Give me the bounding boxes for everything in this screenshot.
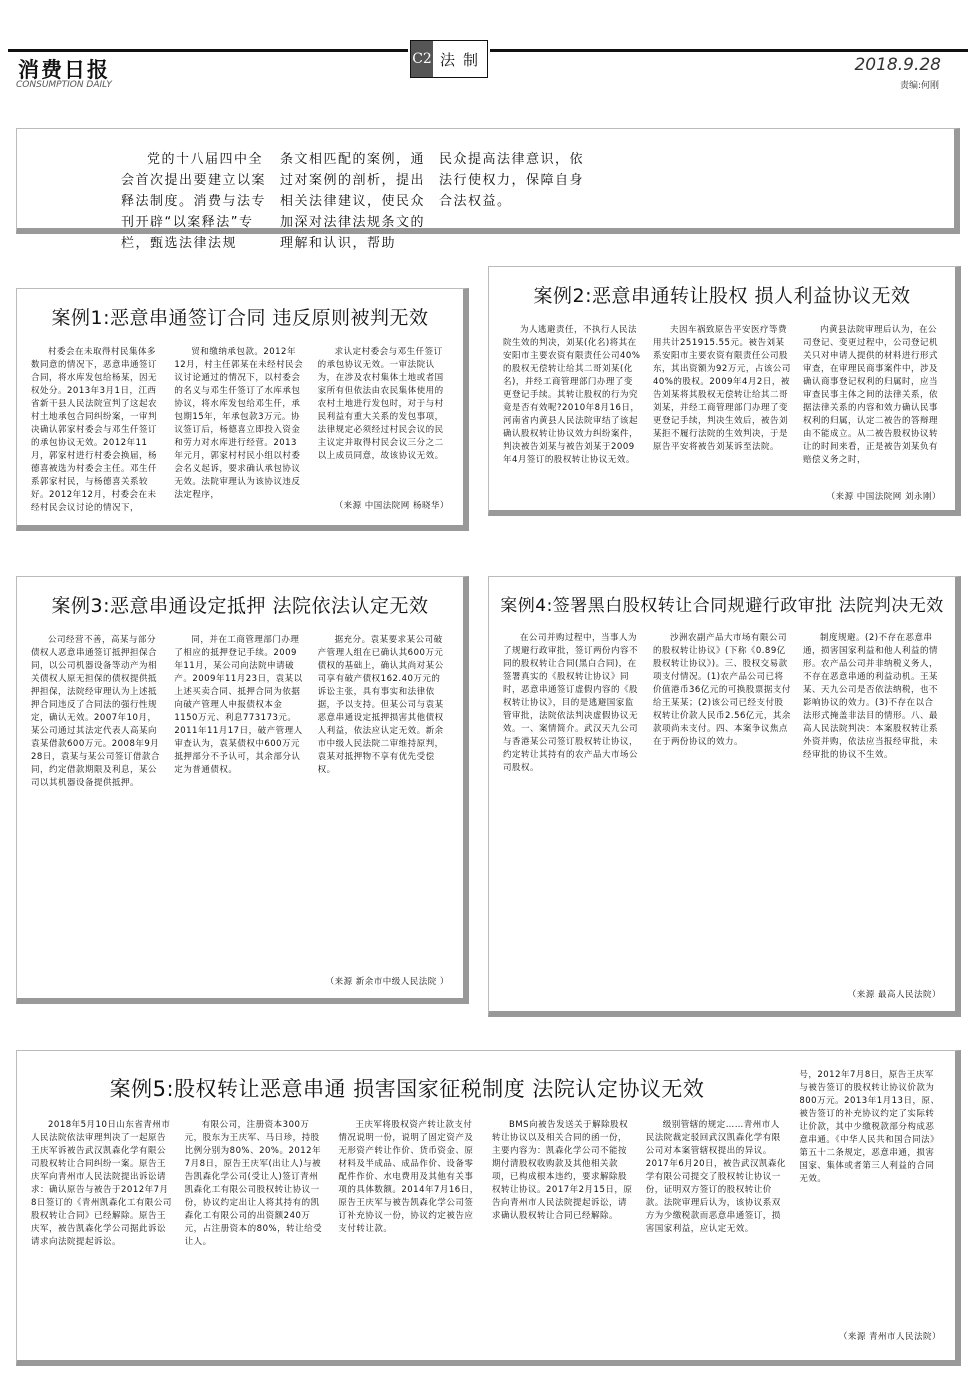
article-column xyxy=(338,1119,480,1359)
paragraph: 2018年5月10日山东省青州市人民法院依法审理判决了一起原告王庆军诉被告武汉凯森化学有限公司股权转让合同纠纷一案。原告王庆军向青州市人民法院提出诉讼请求：确认原告与被告于2012年7月8日签订的《青州凯森化工有限公司股权转让合同》已经解除。原告王庆军，被告凯森化学公司据此诉讼请求向法院提起诉讼。 xyxy=(31,1120,172,1247)
paragraph: 号，2012年7月8日，原告王庆军与被告签订的股权转让协议价款为800万元。2013年1月13日，原、被告签订的补充协议约定了实际转让价款，其中少缴税款部分构成恶意串通。《中华人民共和国合同法》第五十二条规定，恶意串通，损害国家、集体或者第三人利益的合同无效。 xyxy=(799,1070,940,1184)
article-column xyxy=(803,632,941,1012)
paragraph: 在公司并购过程中，当事人为了规避行政审批，签订两份内容不同的股权转让合同(黑白合同)，在签署真实的《股权转让协议》同时，恶意串通签订虚假内容的《股权转让协议》，目的是逃避国家监管审批，法院依法判决虚假协议无效。一、案情简介。武汉天九公司与香港某公司签订股权转让协议，约定转让其持有的农产品大市场公司股权。 xyxy=(503,633,639,773)
article-headline: 案例5:股权转让恶意串通 损害国家征税制度 法院认定协议无效 xyxy=(109,1077,705,1101)
article-source: （来源 中国法院网 刘永刚） xyxy=(826,492,941,502)
paragraph: 夫因车祸致原告平安医疗等费用共计251915.55元。被告刘某系安阳市主要农资有限责任公司股东，其出资额为92万元，占该公司40%的股权。2009年4月2日，被告刘某将其股权无偿转让给其二哥刘某，并经工商管理部门办理了变更登记手续，判决生效后，被告刘某拒不履行法院的生效判决，于是原告平安将被告刘某诉至法院。 xyxy=(653,325,791,452)
paragraph: 有限公司，注册资本300万元，股东为王庆军、马日珍，持股比例分别为80%、20%。2012年7月8日，原告王庆军(出让人)与被告凯森化学公司(受让人)签订青州凯森化工有限公司股权转让协议一份，协议约定出让人将其持有的凯森化工有限公司的出资额240万元，占注册资本的80%，转让给受让人。 xyxy=(184,1120,323,1247)
intro-box xyxy=(16,128,960,251)
article-source: （来源 青州市人民法院） xyxy=(838,1332,942,1342)
section-label xyxy=(410,40,488,78)
paragraph: 求认定村委会与邓生仟签订的承包协议无效。一审法院认为，在涉及农村集体土地或者国家所有但依法由农民集体使用的农村土地进行发包时，对于与村民利益有重大关系的发包事项，法律规定必须经过村民会议的民主议定并取得村民会议三分之二以上成员同意，故该协议无效。 xyxy=(317,347,444,461)
case-1-article xyxy=(16,288,469,531)
intro-column: 党的十八届四中全会首次提出要建立以案释法制度。消费与法专刊开辟“以案释法”专栏，甄选法律法规 xyxy=(121,152,267,251)
paragraph: 王庆军将股权资产转让款支付情况说明一份，说明了固定资产及无形资产转让作价、货币资金、原材料及半成品、成品作价、设备零配件作价、水电费用及其他有关事项的具体数额。2014年7月16日，原告王庆军与被告凯森化学公司签订补充协议一份，协议约定被告应支付转让款。 xyxy=(338,1120,479,1234)
article-column xyxy=(803,324,941,514)
case-5-article xyxy=(16,1050,961,1366)
article-column xyxy=(503,324,641,514)
article-source: （来源 新余市中级人民法院 ） xyxy=(325,977,449,987)
article-column xyxy=(174,346,305,524)
section-code: C2 xyxy=(411,41,433,77)
paragraph: 贸和缴纳承包款。2012年12月，村主任郭某在未经村民会议讨论通过的情况下，以村委会的名义与邓生仟签订了水库承包协议，将水库发包给邓生仟，承包期15年，年承包款3万元。协议签订后，杨德喜立即投入资金和劳力对水库进行经营。2013年元月，郭家村村民小组以村委会名义起诉，要求确认承包协议无效。法院审理认为该协议违反法定程序， xyxy=(174,347,304,500)
newspaper-logo-english: CONSUMPTION DAILY xyxy=(16,80,112,90)
masthead-rule-left xyxy=(8,49,408,52)
issue-date: 2018.9.28 xyxy=(854,55,941,75)
article-headline: 案例3:恶意串通设定抵押 法院依法认定无效 xyxy=(51,595,429,617)
paragraph: 内黄县法院审理后认为，在公司登记、变更过程中，公司登记机关只对申请人提供的材料进行形式审查，在审理民商事案件中，涉及确认商事登记权利的归属时，应当审查民事主体之间的法律关系，依据法律关系的内容和效力确认民事权利的归属，认定二被告的答辩理由不能成立。从二被告股权协议转让的时间来看，正是被告刘某负有赔偿义务之时， xyxy=(803,325,939,465)
editor-credit: 责编:何刚 xyxy=(899,81,939,91)
article-column xyxy=(653,324,791,514)
paragraph: 为人逃避责任，不执行人民法院生效的判决，刘某(化名)将其在安阳市主要农资有限责任公司40%的股权无偿转让给其二哥刘某(化名)，并经工商管理部门办理了变更登记手续。其转让股权的行为究竟是否有效呢?2010年8月16日，河南省内黄县人民法院审结了该起确认股权转让协议效力纠纷案件，判决被告刘某与被告刘某于2009年4月签订的股权转让协议无效。 xyxy=(503,325,641,465)
article-source: （来源 中国法院网 杨晓华） xyxy=(334,501,449,511)
article-headline: 案例2:恶意串通转让股权 损人利益协议无效 xyxy=(533,285,911,307)
paragraph: BMS向被告发送关于解除股权转让协议以及相关合同的函一份，主要内容为：凯森化学公司不能按期付清股权收购款及其他相关款项，已构成根本违约，要求解除股权转让协议。2017年2月15日，原告向青州市人民法院提起诉讼，请求确认股权转让合同已经解除。 xyxy=(492,1120,633,1221)
article-column xyxy=(653,632,791,1012)
paragraph: 据充分。袁某要求某公司破产管理人组在已确认其600万元债权的基础上，确认其尚对某公司享有破产债权162.40万元的诉讼主张，具有事实和法律依据，予以支持。但某公司与袁某恶意串通设定抵押损害其他债权人利益，依法应认定无效。新余市中级人民法院二审维持原判，袁某对抵押物不享有优先受偿权。 xyxy=(317,635,444,775)
paragraph: 制度规避。(2)不存在恶意串通，损害国家利益和他人利益的情形。农产品公司并非纳税义务人，不存在恶意串通的利益动机。王某某、天九公司是否依法纳税，也不影响协议的效力。(3)不存在以合法形式掩盖非法目的情形。八、最高人民法院判决：本案股权转让系外资并购，依法应当报经审批，未经审批的协议不生效。 xyxy=(803,633,939,760)
article-headline: 案例4:签署黑白股权转让合同规避行政审批 法院判决无效 xyxy=(500,596,944,616)
case-3-article xyxy=(16,576,469,1004)
paragraph: 沙洲农副产品大市场有限公司的股权转让协议》(下称《0.89亿股权转让协议》)。三、股权交易款项支付情况。(1)农产品公司已将价值港币36亿元的可换股票据支付给王某某；(2)该公司已经支付股权转让价款人民币2.56亿元，其余款项尚未支付。四、本案争议焦点在于两份协议的效力。 xyxy=(653,633,791,747)
article-column xyxy=(318,346,449,524)
article-column xyxy=(646,1119,788,1359)
article-column xyxy=(503,632,641,1012)
intro-column: 条文相匹配的案例，通过对案例的剖析，提出相关法律建议，使民众加深对法律法规条文的理解和认识，帮助 xyxy=(280,152,426,251)
masthead-rule-right xyxy=(490,49,968,52)
case-4-article xyxy=(488,576,961,1017)
paragraph: 同，并在工商管理部门办理了相应的抵押登记手续。2009年11月，某公司向法院申请破产。2009年11月23日，袁某以上述买卖合同、抵押合同为依据向破产管理人申报债权本金1150万元、利息773173元。2011年11月17日，破产管理人审查认为，袁某债权中600万元抵押部分不予认可，其余部分认定为普通债权。 xyxy=(174,635,303,775)
article-column xyxy=(492,1119,634,1359)
article-headline: 案例1:恶意串通签订合同 违反原则被判无效 xyxy=(51,307,429,329)
paragraph: 级别管辖的规定……青州市人民法院裁定驳回武汉凯森化学有限公司对本案管辖权提出的异议。2017年6月20日，被告武汉凯森化学有限公司提交了股权转让协议一份，证明双方签订的股权转让价款。法院审理后认为，该协议系双方为少缴税款而恶意串通签订，损害国家利益，应认定无效。 xyxy=(645,1120,787,1234)
article-source: （来源 最高人民法院） xyxy=(847,990,941,1000)
section-name: 法制 xyxy=(439,50,486,69)
article-column xyxy=(31,1119,173,1359)
article-column xyxy=(799,1069,941,1359)
article-column xyxy=(31,346,162,524)
newspaper-logo: 消费日报 xyxy=(18,57,110,82)
paragraph: 公司经营不善，高某与部分债权人恶意串通签订抵押担保合同，以公司机器设备等动产为相关债权人原无担保的债权提供抵押担保，法院经审理认为上述抵押合同违反了合同法的强行性规定，确认无效。2007年10月，某公司通过其法定代表人高某向袁某借款600万元。2008年9月28日，袁某与某公司签订借款合同，约定借款期限及利息，某公司以其机器设备提供抵押。 xyxy=(31,635,160,788)
article-column xyxy=(185,1119,327,1359)
article-column xyxy=(31,634,162,994)
intro-column: 民众提高法律意识，依法行使权力，保障自身合法权益。 xyxy=(439,152,585,209)
case-2-article xyxy=(488,266,961,516)
article-column xyxy=(174,634,305,994)
article-column xyxy=(318,634,449,994)
paragraph: 村委会在未取得村民集体多数同意的情况下，恶意串通签订合同，将水库发包给杨某，因无权处分。2013年3月1日，江西省新干县人民法院宣判了这起农村土地承包合同纠纷案，一审判决确认郭家村委会与邓生仟签订的承包协议无效。2012年11月，郭家村进行村委会换届，杨德喜被选为村委会主任。邓生仟系郭家村民，与杨德喜关系较好。2012年12月，村委会在未经村民会议讨论的情况下， xyxy=(31,347,158,513)
